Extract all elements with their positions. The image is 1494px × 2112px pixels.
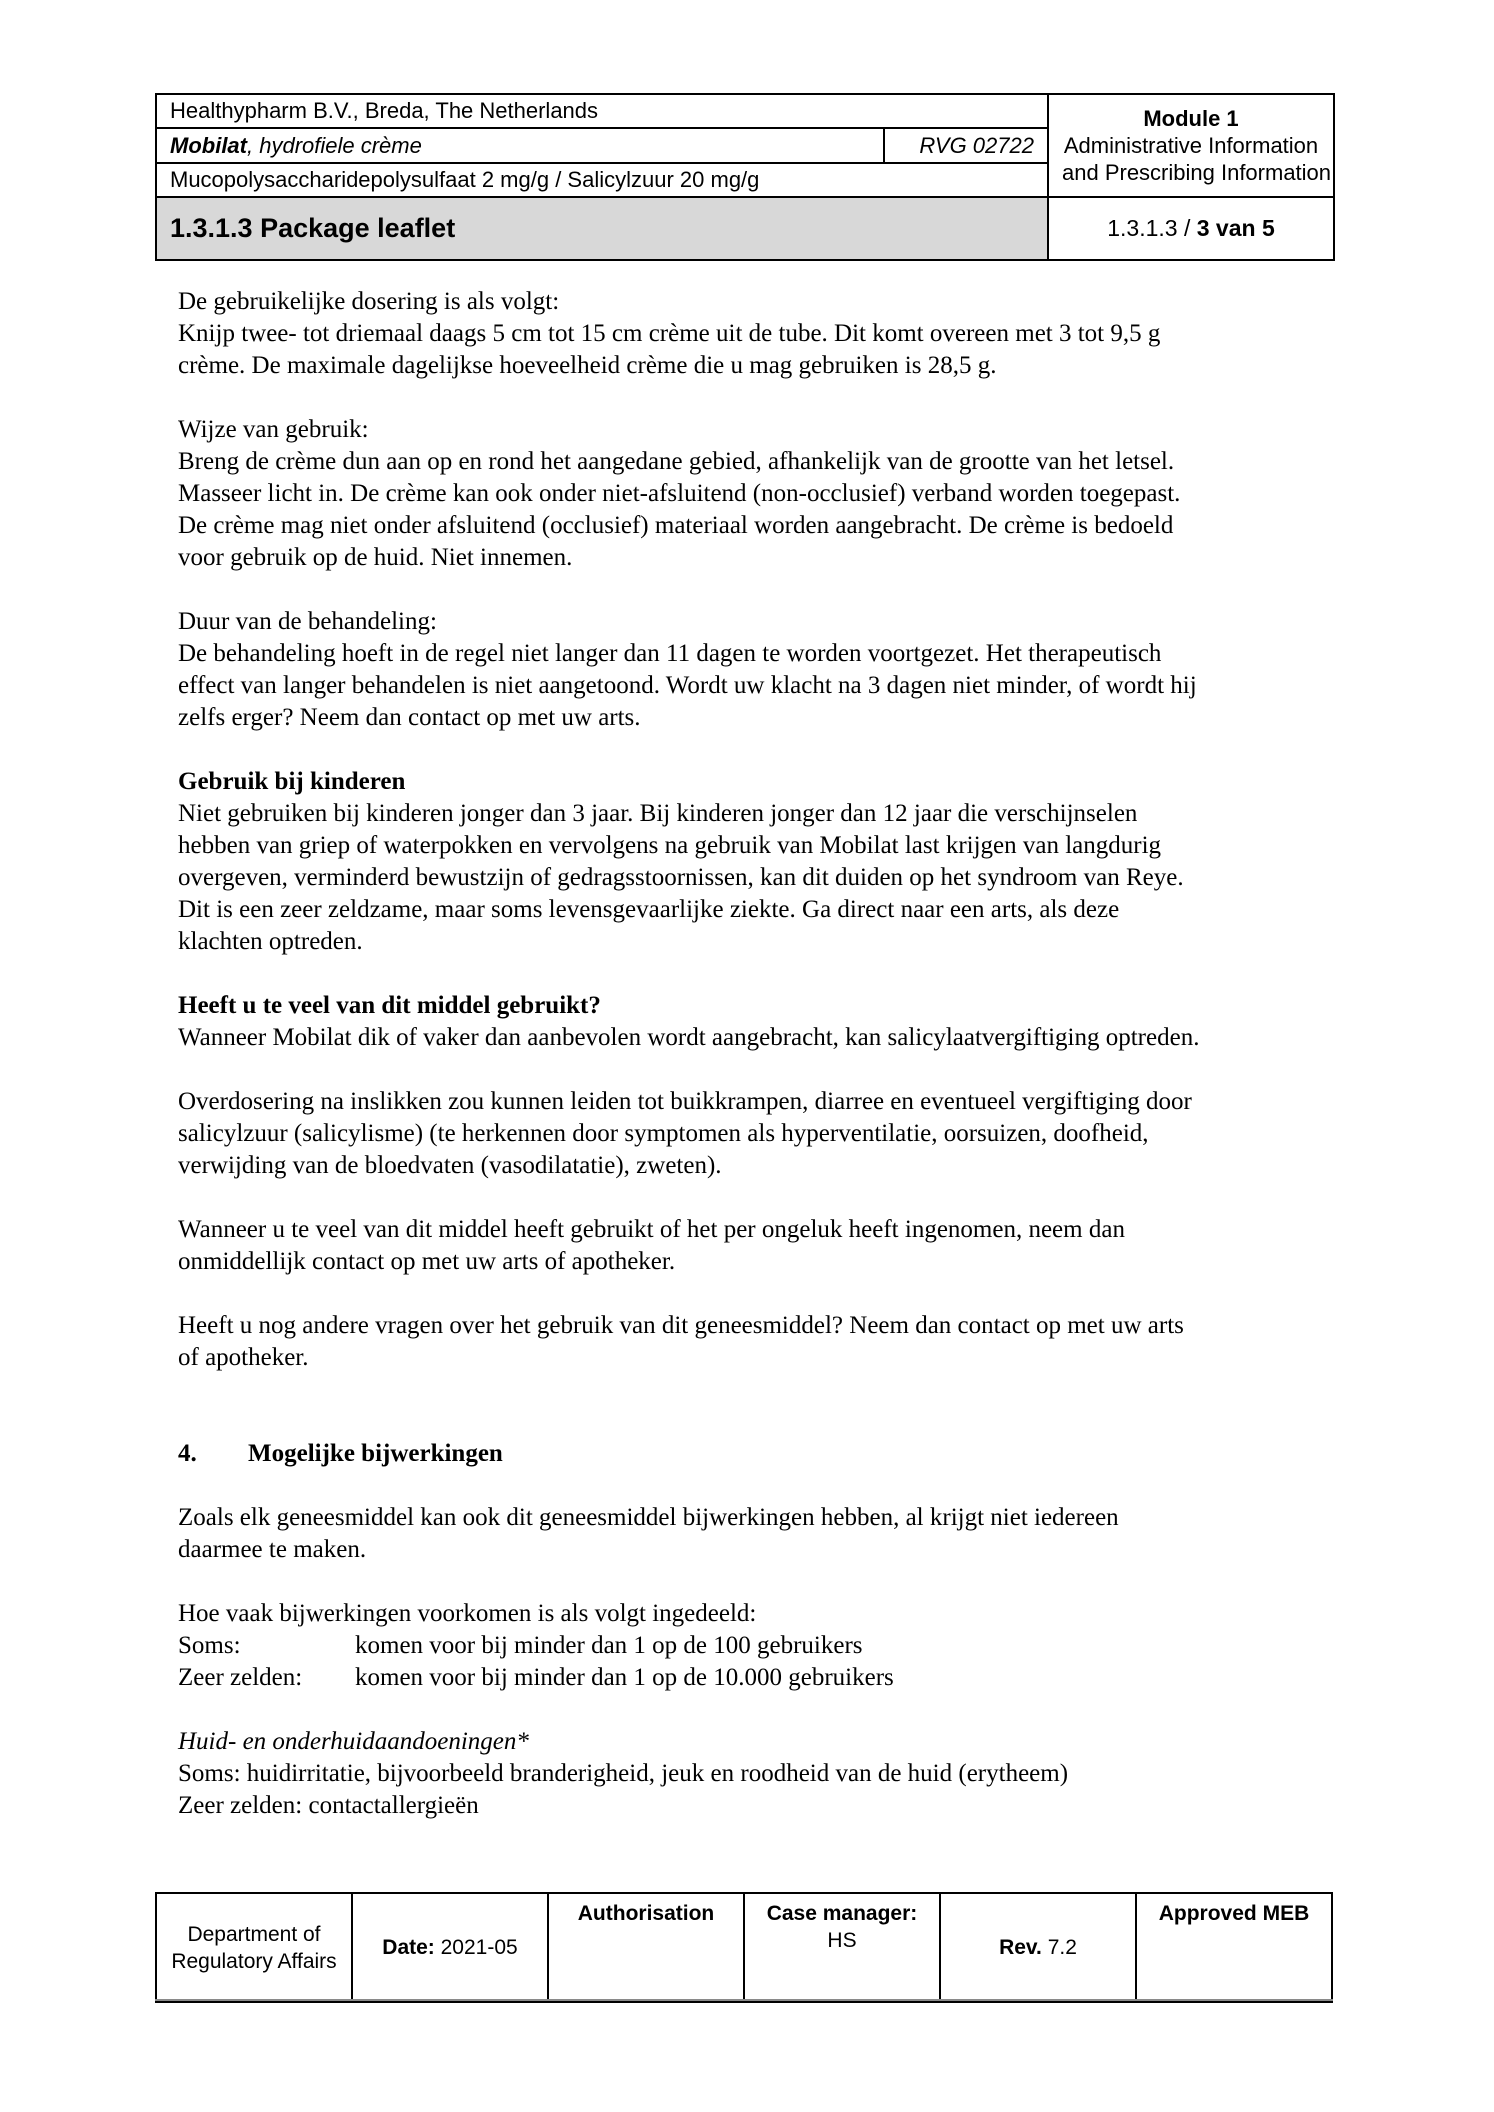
- paragraph-gap: [178, 1374, 1318, 1438]
- body-content: [178, 286, 1318, 1822]
- product-name: Mobilat: [170, 132, 247, 158]
- body-line: Masseer licht in. De crème kan ook onder niet-afsluitend (non-occlusief) verband worden toegepast.: [178, 480, 1181, 507]
- paragraph-gap: [178, 1182, 1318, 1214]
- body-line: Knijp twee- tot driemaal daags 5 cm tot 15 cm crème uit de tube. Dit komt overeen met 3 tot 9,5 g: [178, 320, 1161, 347]
- body-line: Hoe vaak bijwerkingen voorkomen is als volgt ingedeeld:: [178, 1600, 757, 1627]
- body-line: Wanneer u te veel van dit middel heeft gebruikt of het per ongeluk heeft ingenomen, neem dan: [178, 1216, 1125, 1243]
- footer-cell-case-manager: [744, 1893, 940, 2002]
- body-line: Breng de crème dun aan op en rond het aangedane gebied, afhankelijk van de grootte van het letsel.: [178, 448, 1175, 475]
- body-line: Niet gebruiken bij kinderen jonger dan 3 jaar. Bij kinderen jonger dan 12 jaar die verschijnselen: [178, 800, 1138, 827]
- body-line: voor gebruik op de huid. Niet innemen.: [178, 544, 573, 571]
- body-line: Wijze van gebruik:: [178, 416, 369, 443]
- body-heading: Heeft u te veel van dit middel gebruikt?: [178, 992, 601, 1019]
- section-title-cell: [156, 197, 1048, 260]
- footer-scan-line: [155, 1999, 1333, 2001]
- frequency-row: [178, 1662, 1318, 1694]
- module-subtitle-1: Administrative Information: [1063, 133, 1319, 158]
- footer-cell-approved: [1136, 1893, 1332, 2002]
- paragraph-gap: [178, 1694, 1318, 1726]
- body-line: zelfs erger? Neem dan contact op met uw arts.: [178, 704, 641, 731]
- company-name: Healthypharm B.V., Breda, The Netherlands: [170, 98, 599, 123]
- paragraph-gap: [178, 1470, 1318, 1502]
- footer-line: Department of: [187, 1922, 321, 1946]
- header-row-company: [156, 94, 1334, 128]
- body-line: Heeft u nog andere vragen over het gebruik van dit geneesmiddel? Neem dan contact op met uw arts: [178, 1312, 1184, 1339]
- paragraph-gap: [178, 734, 1318, 766]
- module-title: Module 1: [1143, 106, 1239, 131]
- body-line: De gebruikelijke dosering is als volgt:: [178, 288, 560, 315]
- footer-row: [156, 1893, 1332, 2002]
- footer-line: Approved MEB: [1158, 1902, 1310, 1925]
- footer-line: HS: [827, 1929, 857, 1952]
- body-line: Zeer zelden: contactallergieën: [178, 1792, 479, 1819]
- body-line: Wanneer Mobilat dik of vaker dan aanbevolen wordt aangebracht, kan salicylaatvergiftiging optreden.: [178, 1024, 1200, 1051]
- paragraph-gap: [178, 1566, 1318, 1598]
- body-line: Zoals elk geneesmiddel kan ook dit geneesmiddel bijwerkingen hebben, al krijgt niet iedereen: [178, 1504, 1119, 1531]
- footer-cell-department: [156, 1893, 352, 2002]
- module-subtitle-2: and Prescribing Information: [1062, 160, 1332, 185]
- body-line: klachten optreden.: [178, 928, 363, 955]
- composition-cell: [156, 163, 1048, 197]
- company-cell: [156, 94, 1048, 128]
- rvg-number: RVG 02722: [919, 132, 1034, 158]
- frequency-definition: komen voor bij minder dan 1 op de 10.000 gebruikers: [355, 1664, 894, 1691]
- body-line: overgeven, verminderd bewustzijn of gedragsstoornissen, kan dit duiden op het syndroom van Reye.: [178, 864, 1184, 891]
- product-cell: [156, 128, 884, 163]
- body-line: hebben van griep of waterpokken en vervolgens na gebruik van Mobilat last krijgen van langdurig: [178, 832, 1162, 859]
- body-line: salicylzuur (salicylisme) (te herkennen door symptomen als hyperventilatie, oorsuizen, doofheid,: [178, 1120, 1149, 1147]
- paragraph-gap: [178, 1054, 1318, 1086]
- frequency-row: [178, 1630, 1318, 1662]
- body-line: onmiddellijk contact op met uw arts of apotheker.: [178, 1248, 676, 1275]
- body-line: of apotheker.: [178, 1344, 309, 1371]
- composition-text: Mucopolysaccharidepolysulfaat 2 mg/g / Salicylzuur 20 mg/g: [170, 167, 760, 192]
- frequency-term: Zeer zelden:: [178, 1664, 303, 1691]
- frequency-definition: komen voor bij minder dan 1 op de 100 gebruikers: [355, 1632, 863, 1659]
- paragraph-gap: [178, 1278, 1318, 1310]
- rvg-cell: [884, 128, 1048, 163]
- section-heading: [178, 1438, 1318, 1470]
- footer-cell-revision: [940, 1893, 1136, 2002]
- body-heading: Gebruik bij kinderen: [178, 768, 406, 795]
- section-number: 4.: [178, 1440, 197, 1467]
- frequency-term: Soms:: [178, 1632, 241, 1659]
- paragraph-gap: [178, 958, 1318, 990]
- body-subheading: Huid- en onderhuidaandoeningen*: [178, 1728, 529, 1755]
- footer-line: Date: 2021-05: [382, 1936, 518, 1959]
- module-cell: [1048, 94, 1334, 197]
- paragraph-gap: [178, 382, 1318, 414]
- body-line: De behandeling hoeft in de regel niet langer dan 11 dagen te worden voortgezet. Het therapeutisch: [178, 640, 1162, 667]
- footer-line: Rev. 7.2: [999, 1936, 1077, 1959]
- footer-cell-date: [352, 1893, 548, 2002]
- paragraph-gap: [178, 574, 1318, 606]
- body-line: Overdosering na inslikken zou kunnen leiden tot buikkrampen, diarree en eventueel vergiftiging door: [178, 1088, 1192, 1115]
- footer-line: Authorisation: [577, 1902, 715, 1925]
- body-line: daarmee te maken.: [178, 1536, 367, 1563]
- body-line: Soms: huidirritatie, bijvoorbeeld branderigheid, jeuk en roodheid van de huid (erytheem): [178, 1760, 1069, 1787]
- product-form: , hydrofiele crème: [247, 132, 422, 158]
- body-line: Duur van de behandeling:: [178, 608, 437, 635]
- body-line: De crème mag niet onder afsluitend (occlusief) materiaal worden aangebracht. De crème is bedoeld: [178, 512, 1174, 539]
- footer-table: [155, 1892, 1333, 2003]
- footer-line: Case manager:: [766, 1902, 918, 1925]
- page-ref-cell: [1048, 197, 1334, 260]
- body-line: effect van langer behandelen is niet aangetoond. Wordt uw klacht na 3 dagen niet minder, of wordt hij: [178, 672, 1197, 699]
- header-table: [155, 93, 1335, 261]
- section-title: 1.3.1.3 Package leaflet: [170, 213, 456, 243]
- footer-line: Regulatory Affairs: [171, 1949, 337, 1973]
- footer-cell-authorisation: [548, 1893, 744, 2002]
- body-line: Dit is een zeer zeldzame, maar soms levensgevaarlijke ziekte. Ga direct naar een arts, als deze: [178, 896, 1120, 923]
- page-ref-number: 3 van 5: [1196, 215, 1275, 241]
- page-ref-prefix: 1.3.1.3 /: [1107, 215, 1197, 241]
- body-line: crème. De maximale dagelijkse hoeveelheid crème die u mag gebruiken is 28,5 g.: [178, 352, 997, 379]
- section-heading-text: Mogelijke bijwerkingen: [248, 1440, 503, 1467]
- header-row-section: [156, 197, 1334, 260]
- body-line: verwijding van de bloedvaten (vasodilatatie), zweten).: [178, 1152, 722, 1179]
